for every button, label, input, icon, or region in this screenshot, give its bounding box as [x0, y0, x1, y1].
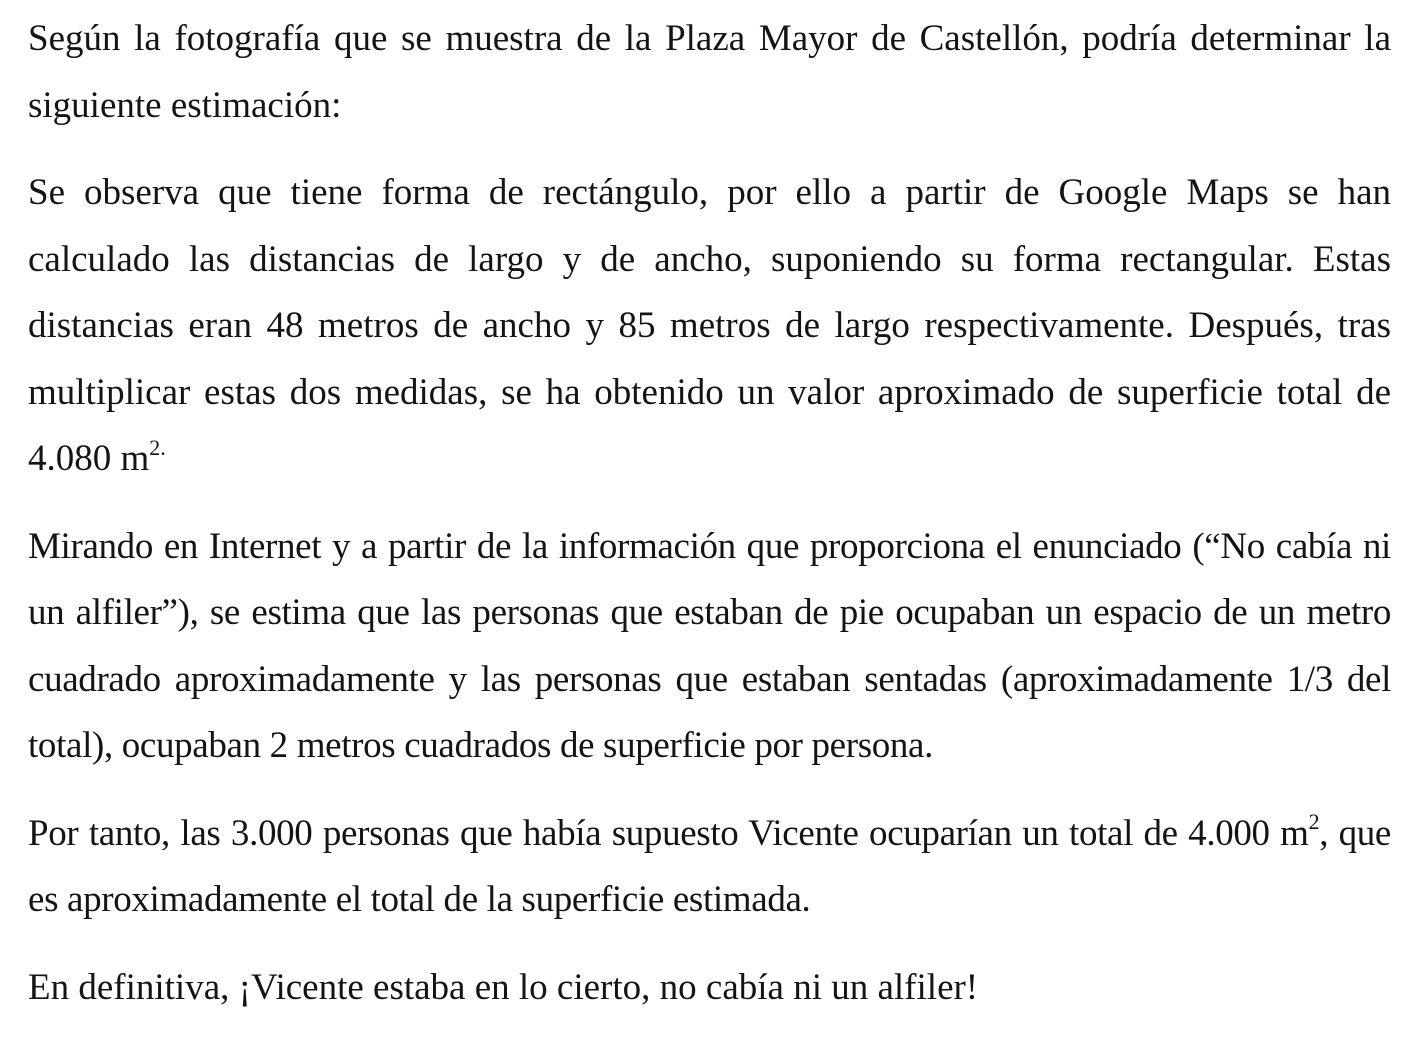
superscript-squared: 2.: [149, 434, 166, 460]
document-body: [28, 6, 1391, 1021]
paragraph-conclusion: En definitiva, ¡Vicente estaba en lo cierto, no cabía ni un alfiler!: [28, 966, 979, 1008]
paragraph-intro: Según la fotografía que se muestra de la Plaza Mayor de Castellón, podría determinar la siguiente estimación:: [28, 18, 1391, 126]
paragraph-dimensions-text: Se observa que tiene forma de rectángulo, por ello a partir de Google Maps se han calculado las distancias de largo y de ancho, suponiendo su forma rectangular. Estas distancias eran 48 metros de ancho y 85 metros de largo respectivamente. Después, tras multiplicar estas dos medidas, se ha obtenido un valor aproximado de superficie total de 4.080 m: [28, 172, 1391, 479]
paragraph-total-tail: , que es aproximadamente el total de la superficie estimada.: [28, 812, 1391, 920]
paragraph-dimensions: [28, 160, 1391, 493]
paragraph-occupancy: Mirando en Internet y a partir de la información que proporciona el enunciado (“No cabía ni un alfiler”), se estima que las personas que estaban de pie ocupaban un espacio de un metro cuadrado aproximadamente y las personas que estaban sentadas (aproximadamente 1/3 del total), ocupaban 2 metros cuadrados de superficie por persona.: [28, 525, 1391, 766]
paragraph-total-text: Por tanto, las 3.000 personas que había supuesto Vicente ocuparían un total de 4.000 m: [28, 812, 1309, 854]
superscript-squared: 2: [1308, 809, 1320, 835]
paragraph-total: [28, 801, 1391, 934]
